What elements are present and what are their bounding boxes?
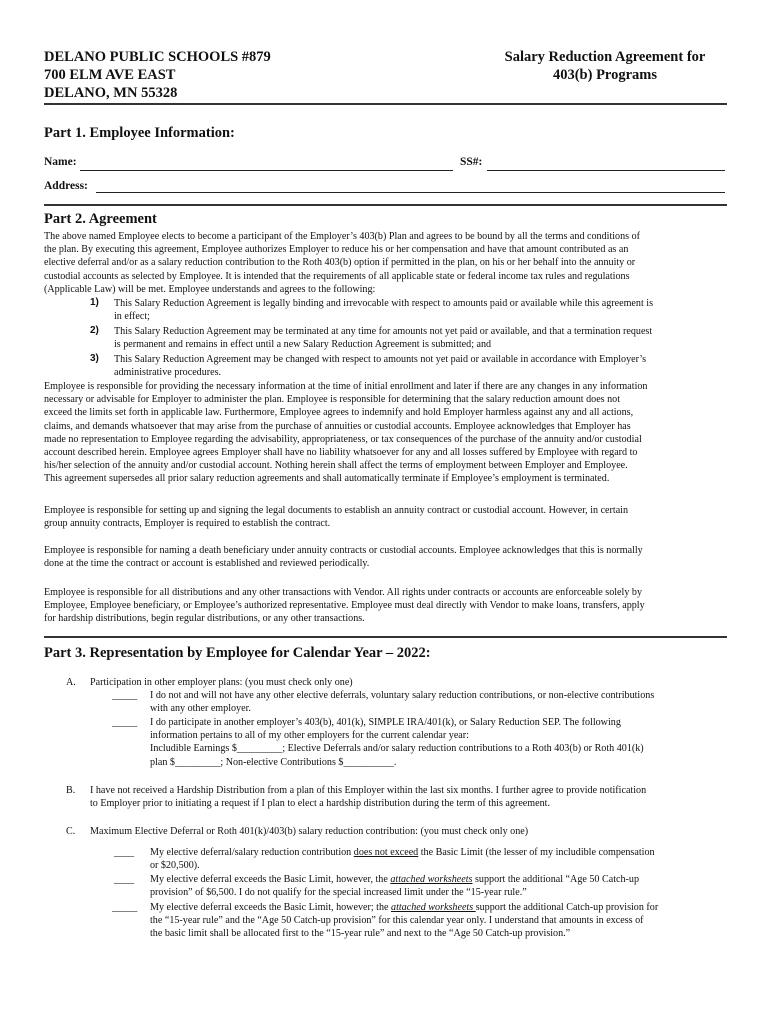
paragraph-line: Employee is responsible for all distributions and any other transactions with Vendor. All rights under contracts or accounts are enforceable solely by: [44, 587, 642, 598]
section-b-line: I have not received a Hardship Distribution from a plan of this Employer within the last six months. I further agree to provide notification: [90, 785, 647, 796]
section-a-letter: A.: [66, 677, 76, 688]
beneficiary-paragraph: [44, 544, 643, 570]
option-line: [150, 846, 655, 859]
option-line: I do not and will not have any other elective deferrals, voluntary salary reduction contributions, or non-elective contributions: [150, 690, 655, 701]
option-line: the basic limit shall be allocated first to the “15-year rule” and next to the “Age 50 Catch-up provision.”: [150, 928, 571, 940]
name-label: Name:: [44, 156, 77, 168]
section-c-option2-checkbox[interactable]: ____: [114, 874, 135, 885]
emphasis-span: does not exceed: [353, 847, 419, 858]
section-c-heading: Maximum Elective Deferral or Roth 401(k)/403(b) salary reduction contribution: (you must check only one): [90, 826, 529, 837]
section-b-letter: B.: [66, 785, 76, 796]
paragraph-line: done at the time the contract or account is established and reviewed periodically.: [44, 558, 370, 570]
option-line: the “15-year rule” and the “Age 50 Catch-up provision” for this calendar year only. I understand that amounts in excess of: [150, 915, 644, 927]
intro-line: the plan. By executing this agreement, Employee authorizes Employer to reduce his or her compensation and have that amount contributed as an: [44, 244, 629, 256]
item-line: in effect;: [114, 311, 150, 323]
intro-line: custodial accounts as selected by Employee. It is intended that the requirements of all applicable state or federal income tax rules and regulations: [44, 270, 630, 282]
text-span: My elective deferral/salary reduction contribution: [150, 847, 354, 858]
setup-paragraph: [44, 504, 628, 530]
option-line: information pertains to all of my other employers for the current calendar year:: [150, 730, 469, 742]
document-title-line1: Salary Reduction Agreement for: [504, 49, 706, 65]
item-line: This Salary Reduction Agreement is legally binding and irrevocable with respect to amounts paid or available while this agreement is: [114, 298, 654, 309]
paragraph-line: exceed the limits set forth in applicable law. Furthermore, Employee agrees to indemnify and hold Employer harmless against any and all actions,: [44, 407, 634, 419]
part2-intro: [44, 230, 640, 296]
section-a-option2-checkbox[interactable]: _____: [112, 717, 138, 728]
section-c-option2-text: [150, 873, 639, 899]
paragraph-line: his/her selection of the annuity and/or custodial account. Nothing herein shall affect the terms of employment between Employer and Employee.: [44, 460, 628, 472]
section-a-heading: Participation in other employer plans: (you must check only one): [90, 677, 353, 688]
item-line: This Salary Reduction Agreement may be terminated at any time for amounts not yet paid or available, and that a termination request: [114, 326, 653, 337]
section-c-option3-text: [150, 901, 658, 941]
section-b-text: [90, 784, 646, 810]
text-span: the Basic Limit (the lesser of my includible compensation: [418, 847, 655, 858]
option-line: [150, 873, 639, 886]
document-title-line2: 403(b) Programs: [552, 67, 658, 83]
text-span: support the additional “Age 50 Catch-up: [472, 874, 639, 885]
section-a-option1-text: [150, 689, 654, 715]
item-2-text: [114, 325, 652, 351]
employer-address-block: [44, 48, 271, 102]
part3-title: Part 3. Representation by Employee for Calendar Year – 2022:: [44, 645, 431, 661]
document-title-block: [480, 48, 730, 84]
part1-divider: [44, 204, 727, 206]
intro-line: elective deferral and/or as a salary reduction contribution to the Roth 403(b) option if permitted in the plan, on his or her behalf into the annuity or: [44, 257, 636, 269]
paragraph-line: for hardship distributions, begin regular distributions, or any other transactions.: [44, 613, 365, 625]
intro-line: (Applicable Law) will be met. Employee understands and agrees to the following:: [44, 283, 376, 295]
option-line: or $20,500).: [150, 860, 200, 872]
text-span: My elective deferral exceeds the Basic Limit, however, the: [150, 874, 391, 885]
header-divider: [44, 103, 727, 105]
option-line: provision” of $6,500. I do not qualify for the special increased limit under the “15-year rule.”: [150, 887, 527, 899]
employer-street: 700 ELM AVE EAST: [44, 67, 176, 83]
text-span: support the additional Catch-up provision for: [475, 902, 659, 913]
option-line: plan $_________; Non-elective Contributions $__________.: [150, 756, 397, 768]
ss-field[interactable]: [487, 170, 725, 171]
paragraph-line: group annuity contracts, Employer is required to establish the contract.: [44, 518, 331, 530]
name-field[interactable]: [80, 170, 453, 171]
address-label: Address:: [44, 180, 88, 192]
section-c-option3-checkbox[interactable]: _____: [112, 902, 138, 913]
item-1-text: [114, 297, 653, 323]
text-span: My elective deferral exceeds the Basic Limit, however; the: [150, 902, 392, 913]
item-1-number: 1): [90, 297, 99, 308]
item-line: This Salary Reduction Agreement may be changed with respect to amounts not yet paid or available in accordance with Employer’s: [114, 354, 647, 365]
paragraph-line: Employee, Employee beneficiary, or Employee’s authorized representative. Employee must deal directly with Vendor to make loans, transfers, apply: [44, 600, 645, 612]
employer-city: DELANO, MN 55328: [44, 85, 178, 101]
ss-label: SS#:: [460, 156, 483, 168]
responsibility-paragraph: [44, 380, 647, 486]
paragraph-line: Employee is responsible for providing the necessary information at the time of initial enrollment and later if there are any changes in any information: [44, 381, 648, 392]
worksheet-link: attached worksheets: [390, 874, 473, 885]
paragraph-line: claims, and demands whatsoever that may arise from the purchase of annuities or custodial accounts. Employee acknowledges that Employer has: [44, 420, 631, 432]
section-b-line: to Employer prior to initiating a request if I plan to elect a hardship distribution during the term of this agreement.: [90, 798, 550, 810]
section-c-letter: C.: [66, 826, 76, 837]
option-line: I do participate in another employer’s 403(b), 401(k), SIMPLE IRA/401(k), or Salary Reduction SEP. The following: [150, 717, 621, 728]
paragraph-line: Employee is responsible for setting up and signing the legal documents to establish an annuity contract or custodial account. However, in certain: [44, 505, 629, 516]
option-line: Includible Earnings $_________; Elective Deferrals and/or salary reduction contributions to a Roth 403(b) or Roth 401(k): [150, 743, 644, 755]
part2-title: Part 2. Agreement: [44, 211, 157, 227]
paragraph-line: This agreement supersedes all prior salary reduction agreements and shall automatically terminate if Employee’s employment is terminated.: [44, 473, 610, 485]
intro-line: The above named Employee elects to become a participant of the Employer’s 403(b) Plan and agrees to be bound by all the terms and conditions of: [44, 231, 641, 242]
item-2-number: 2): [90, 325, 99, 336]
item-line: administrative procedures.: [114, 367, 222, 379]
distributions-paragraph: [44, 586, 645, 626]
part2-divider: [44, 636, 727, 638]
address-field[interactable]: [96, 192, 725, 193]
item-3-text: [114, 353, 646, 379]
item-3-number: 3): [90, 353, 99, 364]
paragraph-line: necessary or advisable for Employer to administer the plan. Employee is responsible for determining that the salary reduction amount does not: [44, 394, 621, 406]
worksheet-link: attached worksheets: [391, 902, 476, 913]
section-c-option1-checkbox[interactable]: ____: [114, 847, 135, 858]
paragraph-line: Employee is responsible for naming a death beneficiary under annuity contracts or custodial accounts. Employee acknowledges that this is normally: [44, 545, 643, 556]
paragraph-line: made no representation to Employee regarding the advisability, appropriateness, or tax consequences of the purchase of the annuity and/or custodial: [44, 433, 642, 445]
section-c-option1-text: [150, 846, 655, 872]
item-line: is permanent and remains in effect until a new Salary Reduction Agreement is submitted; and: [114, 339, 492, 351]
employer-name: DELANO PUBLIC SCHOOLS #879: [44, 49, 271, 65]
option-line: with any other employer.: [150, 703, 251, 715]
part1-title: Part 1. Employee Information:: [44, 125, 235, 141]
paragraph-line: account described herein. Employee agrees Employer shall have no liability whatsoever for any and all losses suffered by Employee with regard to: [44, 447, 638, 459]
option-line: [150, 901, 658, 914]
section-a-option2-text: [150, 716, 644, 769]
section-a-option1-checkbox[interactable]: _____: [112, 690, 138, 701]
